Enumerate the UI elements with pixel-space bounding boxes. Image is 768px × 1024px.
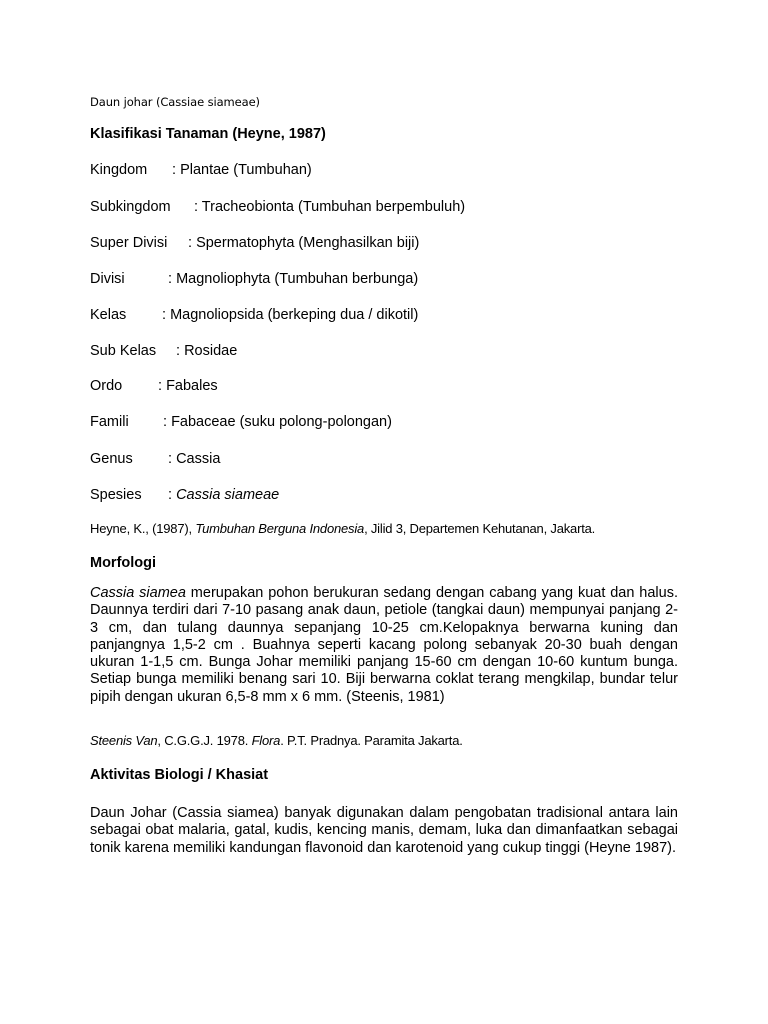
aktivitas-paragraph: Daun Johar (Cassia siamea) banyak digunakan dalam pengobatan tradisional antara lain sebagai obat malaria, gatal, kudis, kencing manis, demam, luka dan dimanfaatkan sebagai tonik karena memiliki kandungan flavonoid dan karotenoid yang cukup tinggi (Heyne 1987).: [90, 805, 678, 856]
classification-colon: :: [162, 307, 171, 323]
classification-value: Fabales: [166, 378, 218, 394]
classification-value: Cassia siameae: [176, 487, 280, 503]
classification-colon: :: [188, 235, 197, 251]
reference-mid: , C.G.G.J. 1978.: [157, 733, 252, 748]
classification-value: Magnoliopsida (berkeping dua / dikotil): [170, 307, 419, 323]
reference-book-title: Tumbuhan Berguna Indonesia: [195, 521, 365, 536]
classification-colon: :: [163, 414, 172, 430]
classification-title: Klasifikasi Tanaman (Heyne, 1987): [90, 126, 326, 142]
classification-label: Kelas: [90, 307, 127, 323]
classification-label: Ordo: [90, 378, 123, 394]
classification-label: Spesies: [90, 487, 142, 503]
classification-value: Cassia: [176, 451, 221, 467]
reference-authors: Heyne, K., (1987),: [90, 521, 196, 536]
reference-author: Steenis Van: [90, 733, 158, 748]
classification-value: Fabaceae (suku polong-polongan): [171, 414, 392, 430]
reference-rest: . P.T. Pradnya. Paramita Jakarta.: [280, 733, 463, 748]
morfologi-species: Cassia siamea: [90, 585, 186, 601]
classification-row: [90, 199, 465, 215]
morfologi-text: merupakan pohon berukuran sedang dengan cabang yang kuat dan halus. Daunnya terdiri dari 7-10 pasang anak daun, petiole (tangkai daun) mempunyai panjang 2-3 cm, dan tulang daunnya sepanjang 10-25 cm.Kelopaknya berwarna kuning dan panjangnya 1,5-2 cm . Buahnya seperti kacang polong sebanyak 20-30 buah dengan ukuran 1-1,5 cm. Bunga Johar memiliki panjang 15-60 cm dengan 10-60 kuntum bunga. Setiap bunga memiliki benang sari 10. Biji berwarna coklat terang mengkilap, bundar telur pipih dengan ukuran 6,5-8 mm x 6 mm. (Steenis, 1981): [90, 585, 678, 705]
classification-value: Rosidae: [184, 343, 238, 359]
classification-colon: :: [168, 487, 177, 503]
reference-details: , Jilid 3, Departemen Kehutanan, Jakarta.: [364, 521, 596, 536]
classification-label: Super Divisi: [90, 235, 168, 251]
classification-row: [90, 451, 220, 467]
morfologi-paragraph: [90, 585, 678, 706]
classification-label: Famili: [90, 414, 129, 430]
classification-row: [90, 343, 237, 359]
classification-label: Kingdom: [90, 162, 148, 178]
classification-value: Magnoliophyta (Tumbuhan berbunga): [176, 271, 419, 287]
classification-colon: :: [158, 378, 167, 394]
classification-label: Subkingdom: [90, 199, 171, 215]
classification-label: Divisi: [90, 271, 125, 287]
classification-value: Tracheobionta (Tumbuhan berpembuluh): [201, 199, 466, 215]
classification-colon: :: [172, 162, 181, 178]
classification-value: Plantae (Tumbuhan): [180, 162, 312, 178]
morfologi-title: Morfologi: [90, 555, 157, 571]
classification-colon: :: [168, 271, 177, 287]
aktivitas-title: Aktivitas Biologi / Khasiat: [90, 767, 269, 783]
classification-row: [90, 487, 279, 503]
reference-title: Flora: [251, 733, 281, 748]
classification-colon: :: [194, 199, 202, 215]
morfologi-reference: [90, 733, 463, 748]
classification-label: Sub Kelas: [90, 343, 157, 359]
classification-colon: :: [176, 343, 185, 359]
classification-row: [90, 307, 418, 323]
classification-row: [90, 414, 392, 430]
classification-row: [90, 378, 218, 394]
classification-value: Spermatophyta (Menghasilkan biji): [196, 235, 420, 251]
classification-reference: [90, 521, 595, 536]
classification-row: [90, 235, 419, 251]
classification-colon: :: [168, 451, 177, 467]
classification-label: Genus: [90, 451, 133, 467]
classification-row: [90, 271, 418, 287]
document-heading: Daun johar (Cassiae siameae): [90, 95, 260, 109]
classification-row: [90, 162, 312, 178]
